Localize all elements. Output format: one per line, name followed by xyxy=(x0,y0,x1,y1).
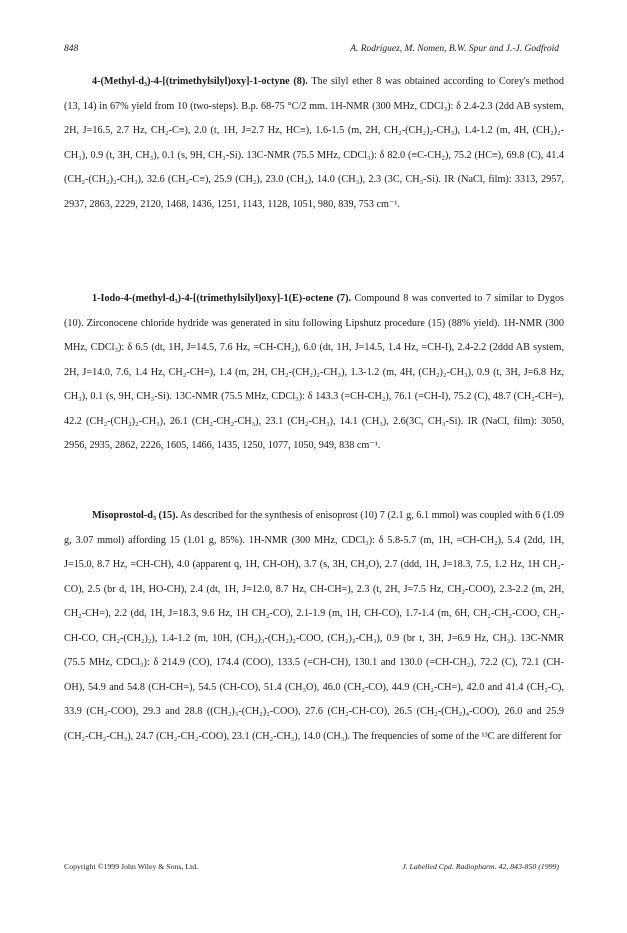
compound-title: 1-Iodo-4-(methyl-d₃)-4-[(trimethylsilyl)oxy]-1(E)-octene (7). xyxy=(92,293,352,304)
paragraph-body: The silyl ether 8 was obtained according to Corey's method (13, 14) in 67% yield from 10 (two-steps). B.p. 68-75 °C/2 mm. 1H-NMR (300 MHz, CDCl₃): δ 2.4-2.3 (2dd AB system, 2H, J=16.5, 2.7 Hz, CH₂-C≡), 2.0 (t, 1H, J=2.7 Hz, HC≡), 1.6-1.5 (m, 2H, CH₂-(CH₂)₂-CH₃), 1.4-1.2 (m, 4H, (CH₂)₂-CH₃), 0.9 (t, 3H, CH₃), 0.1 (s, 9H, CH₃-Si). 13C-NMR (75.5 MHz, CDCl₃): δ 82.0 (≡C-CH₂), 75.2 (HC≡), 69.8 (C), 41.4 (CH₂-(CH₂)₂-CH₃), 32.6 (CH₂-C≡), 25.9 (CH₂), 23.0 (CH₂), 14.0 (CH₃), 2.3 (3C, CH₃-Si). IR (NaCl, film): 3313, 2957, 2937, 2863, 2229, 2120, 1468, 1436, 1251, 1143, 1128, 1051, 980, 839, 753 cm⁻¹. xyxy=(64,76,564,210)
paragraph-body: Compound 8 was converted to 7 similar to Dygos (10). Zirconocene chloride hydride was generated in situ following Lipshutz procedure (15) (88% yield). 1H-NMR (300 MHz, CDCl₃): δ 6.5 (dt, 1H, J=14.5, 7.6 Hz, =CH-CH₂), 6.0 (dt, 1H, J=14.5, 1.4 Hz, =CH-I), 2.4-2.2 (2ddd AB system, 2H, J=14.0, 7.6, 1.4 Hz, CH₂-CH=), 1.4 (m, 2H, CH₂-(CH₂)₂-CH₃), 1.3-1.2 (m, 4H, (CH₂)₂-CH₃), 0.9 (t, 3H, J=6.8 Hz, CH₃), 0.1 (s, 9H, CH₃-Si). 13C-NMR (75.5 MHz, CDCl₃): δ 143.3 (=CH-CH₂), 76.1 (=CH-I), 75.2 (C), 48.7 (CH₂-CH=), 42.2 (CH₂-(CH₂)₂-CH₃), 26.1 (CH₂-CH₂-CH₃), 23.1 (CH₂-CH₃), 14.1 (CH₃), 2.6(3C, CH₃-Si). IR (NaCl, film): 3050, 2956, 2935, 2862, 2226, 1605, 1466, 1435, 1250, 1077, 1050, 949, 838 cm⁻¹. xyxy=(64,293,565,451)
running-header-authors: A. Rodríguez, M. Nomen, B.W. Spur and J.-J. Godfroid xyxy=(350,44,559,54)
footer-citation: J. Labelled Cpd. Radiopharm. 42, 843-850 (1999) xyxy=(402,862,559,871)
paragraph-octyne xyxy=(64,70,564,217)
compound-title: Misoprostol-d₃ (15). xyxy=(92,510,179,521)
paragraph-iodo-octene xyxy=(64,287,564,459)
paragraph-body: As described for the synthesis of enisoprost (10) 7 (2.1 g, 6.1 mmol) was coupled with 6 (1.09 g, 3.07 mmol) affording 15 (1.01 g, 85%). 1H-NMR (300 MHz, CDCl₃): δ 5.8-5.7 (m, 1H, =CH-CH₂), 5.4 (2dd, 1H, J=15.0, 8.7 Hz, =CH-CH), 4.0 (apparent q, 1H, CH-OH), 3.7 (s, 3H, CH₃O), 2.7 (ddd, 1H, J=18.3, 7.5, 1.2 Hz, 1H CH₂-CO), 2.5 (br d, 1H, HO-CH), 2.4 (dt, 1H, J=12.0, 8.7 Hz, CH-CH=), 2.3 (t, 2H, J=7.5 Hz, CH₂-COO), 2.3-2.2 (m, 2H, CH₂-CH=), 2.2 (dd, 1H, J=18.3, 9.6 Hz, 1H CH₂-CO), 2.1-1.9 (m, 1H, CH-CO), 1.7-1.4 (m, 6H, CH₂-CH₂-COO, CH₂-CH-CO, CH₂-(CH₂)₂), 1.4-1.2 (m, 10H, (CH₂)₃-(CH₂)₂-COO, (CH₂)₂-CH₃), 0.9 (br t, 3H, J=6.9 Hz, CH₃). 13C-NMR (75.5 MHz, CDCl₃): δ 214.9 (CO), 174.4 (COO), 133.5 (=CH-CH), 130.1 and 130.0 (=CH-CH₂), 72.2 (C), 72.1 (CH-OH), 54.9 and 54.8 (CH-CH=), 54.5 (CH-CO), 51.4 (CH₃O), 46.0 (CH₂-CO), 44.9 (CH₂-CH=), 42.0 and 41.4 (CH₂-C), 33.9 (CH₂-COO), 29.3 and 28.8 ((CH₂)₃-(CH₂)₂-COO), 27.6 (CH₂-CH-CO), 26.5 (CH₂-(CH₂)₄-COO), 26.0 and 25.9 (CH₂-CH₂-CH₃), 24.7 (CH₂-CH₂-COO), 23.1 (CH₂-CH₃), 14.0 (CH₃). The frequencies of some of the ¹³C are different for xyxy=(64,510,564,742)
paragraph-misoprostol xyxy=(64,504,564,749)
page-number: 848 xyxy=(64,44,79,54)
footer-copyright: Copyright ©1999 John Wiley & Sons, Ltd. xyxy=(64,862,199,871)
compound-title: 4-(Methyl-d₃)-4-[(trimethylsilyl)oxy]-1-octyne (8). xyxy=(92,76,308,87)
